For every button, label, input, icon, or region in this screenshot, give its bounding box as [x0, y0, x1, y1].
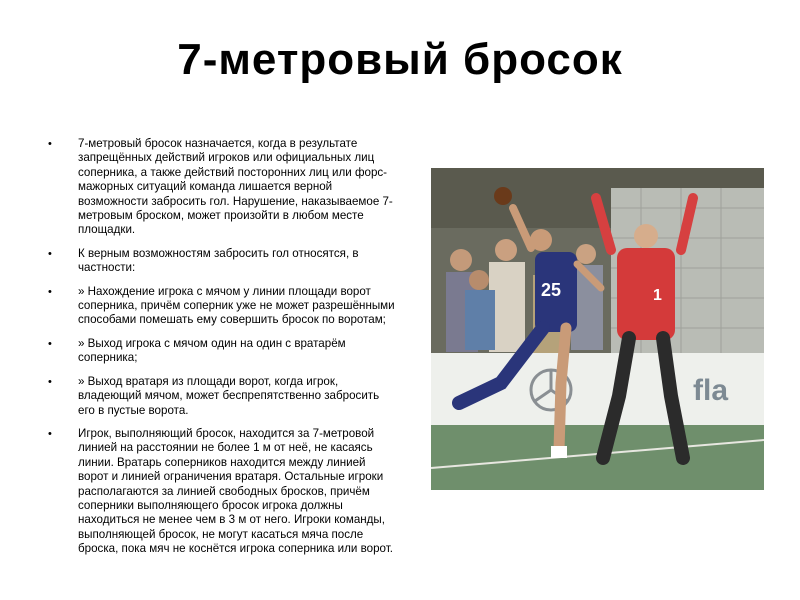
bullet-icon: • — [48, 427, 52, 440]
bullet-icon: • — [48, 138, 52, 150]
bullet-item — [48, 247, 398, 276]
handball-scene — [431, 168, 764, 490]
goalkeeper-number: 1 — [653, 287, 662, 304]
bullet-item — [48, 375, 398, 418]
bullet-item — [48, 337, 398, 366]
player-number: 25 — [541, 280, 562, 300]
bullet-icon: • — [48, 247, 52, 260]
bullet-text: » Нахождение игрока с мячом у линии площади ворот соперника, причём соперник уже не может разрешёнными способами помешать ему совершить бросок по воротам; — [78, 284, 395, 327]
bullet-text: К верным возможностям забросить гол относятся, в частности: — [78, 246, 359, 275]
ball-icon — [494, 187, 512, 205]
bullet-item — [48, 285, 398, 328]
bullet-icon: • — [48, 375, 52, 388]
bullet-icon: • — [48, 337, 52, 350]
bullet-item — [48, 427, 398, 557]
bullet-list — [48, 137, 398, 566]
handball-photo — [431, 168, 764, 490]
bullet-text: » Выход вратаря из площади ворот, когда игрок, владеющий мячом, может беспрепятственно забросить его в пустые ворота. — [78, 374, 380, 417]
bullet-text: 7-метровый бросок назначается, когда в результате запрещённых действий игроков или официальных лиц соперника, а также действий посторонних лиц или форс-мажорных ситуаций команда лишается верной возможности забросить гол. Нарушение, наказываемое 7-метровым броском, может произойти в любом месте площадки. — [78, 137, 393, 237]
bullet-text: » Выход игрока с мячом один на один с вратарём соперника; — [78, 336, 346, 365]
bullet-text: Игрок, выполняющий бросок, находится за 7-метровой линией на расстоянии не более 1 м от неё, не касаясь линии. Вратарь соперников находится между линией ворот и линией ограничения вратаря. Остальные игроки располагаются за линией свободных бросков, причём соперники выполняющего бросок игрока должны находиться не менее чем в 3 м от него. Игроки команды, выполняющей бросок, не могут касаться мяча после броска, пока мяч не коснётся игрока соперника или ворот. — [78, 426, 393, 556]
slide-title: 7-метровый бросок — [177, 35, 623, 84]
bullet-icon: • — [48, 285, 52, 298]
bullet-item — [48, 137, 398, 238]
board-text-fla: fla — [693, 374, 729, 407]
